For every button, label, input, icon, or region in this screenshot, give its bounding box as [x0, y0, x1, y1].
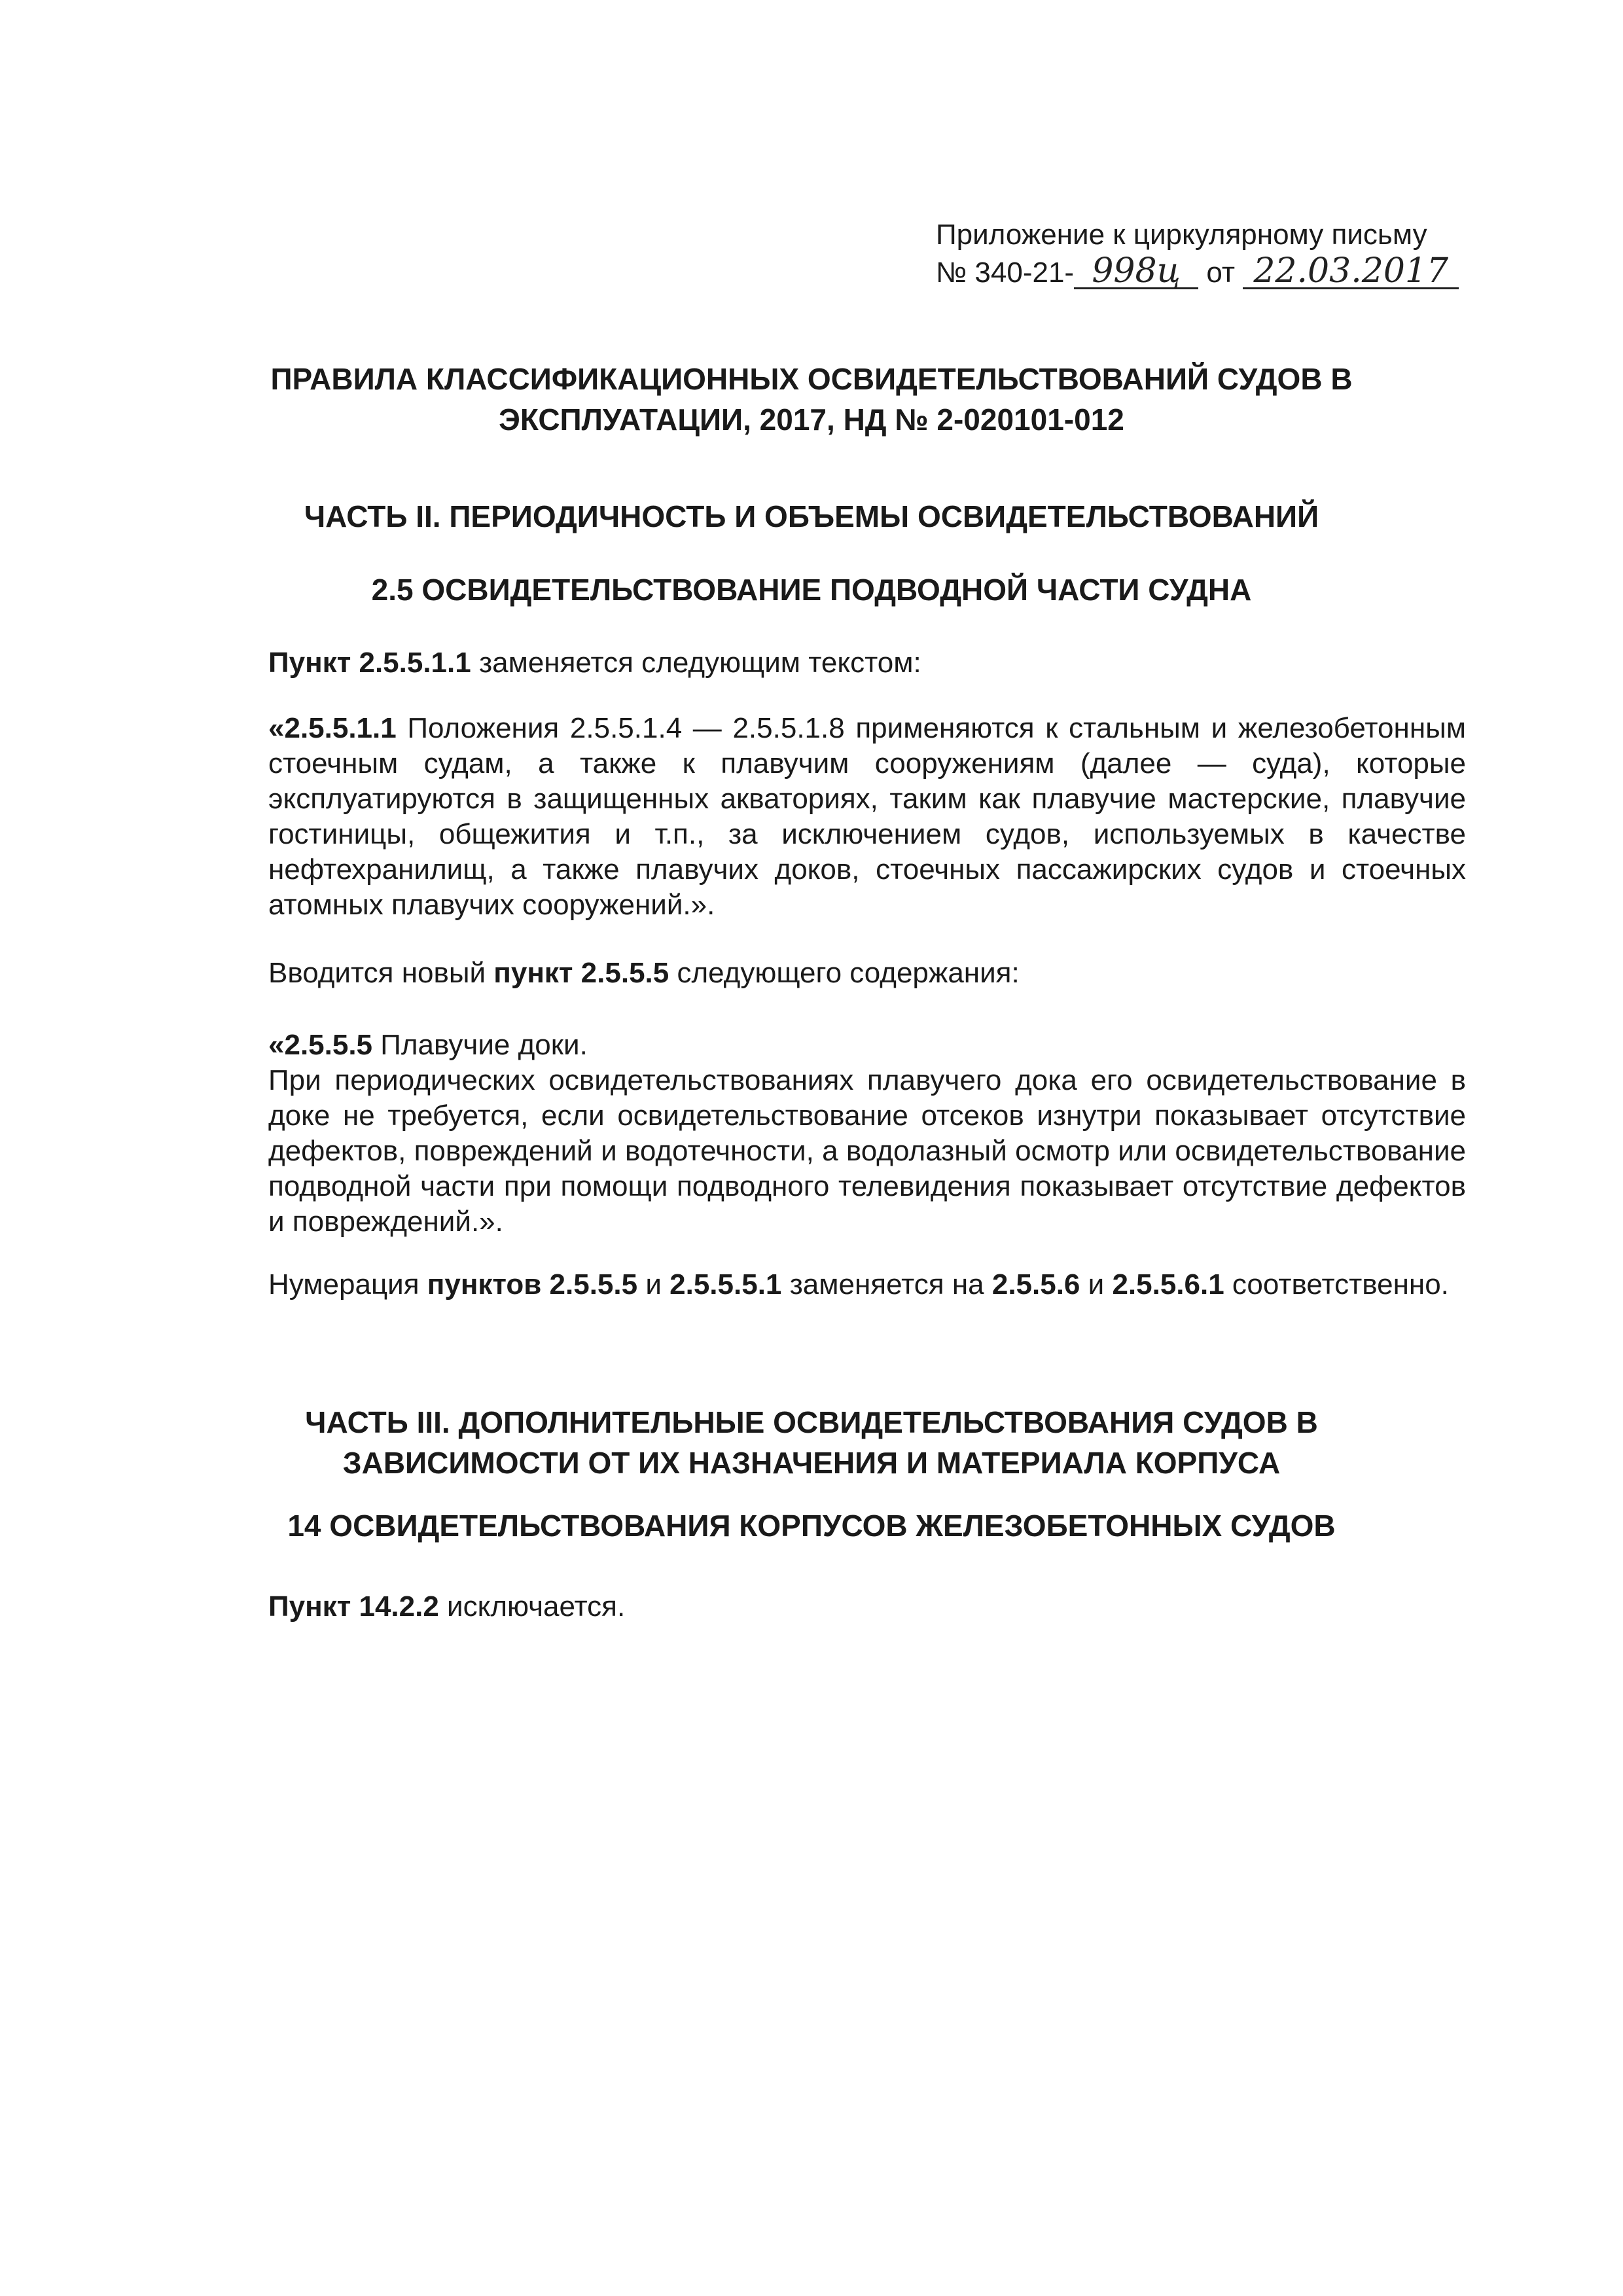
clause-ref: Пункт 14.2.2 [268, 1590, 439, 1623]
handwritten-date: 22.03.2017 [1243, 255, 1459, 289]
clause-ref: 2.5.5.6 [991, 1268, 1080, 1300]
paragraph-text: Положения 2.5.5.1.4 — 2.5.5.1.8 применяются к стальным и железобетонным стоечным судам, а также к плавучим сооружениям (далее — суда), которые эксплуатируются в защищенных акваториях, таким как плавучие мастерские, плавучие гостиницы, общежития и т.п., за исключением судов, используемых в качестве нефтехранилищ, а также плавучих доков, стоечных пассажирских судов и стоечных атомных плавучих сооружений.». [268, 712, 1466, 921]
annex-line-1: Приложение к циркулярному письму [936, 219, 1427, 251]
paragraph-replace-2-5-5-1-1 [268, 645, 1466, 681]
paragraph-renumbering [268, 1267, 1466, 1302]
paragraph-new-2-5-5-5 [268, 956, 1466, 991]
paragraph-text: исключается. [438, 1590, 626, 1623]
part-3-heading [157, 1402, 1466, 1483]
annex-reference [936, 216, 1564, 292]
paragraph-text: следующего содержания: [669, 957, 1020, 989]
letter-number-prefix: № 340-21- [936, 257, 1075, 289]
part-3-heading-line-1: ЧАСТЬ III. ДОПОЛНИТЕЛЬНЫЕ ОСВИДЕТЕЛЬСТВОВАНИЯ СУДОВ В [305, 1405, 1318, 1439]
clause-ref: 2.5.5.5.1 [669, 1268, 782, 1300]
paragraph-text: и [637, 1268, 670, 1300]
from-label: от [1206, 257, 1235, 289]
paragraph-text: Нумерация [268, 1268, 427, 1300]
handwritten-letter-number: 998ц [1074, 255, 1198, 289]
part-2-heading: ЧАСТЬ II. ПЕРИОДИЧНОСТЬ И ОБЪЕМЫ ОСВИДЕТЕЛЬСТВОВАНИЙ [304, 499, 1319, 533]
paragraph-text: и [1080, 1268, 1113, 1300]
paragraph-2-5-5-1-1-text [268, 711, 1466, 923]
clause-ref: «2.5.5.5 [268, 1029, 373, 1061]
section-14-heading: 14 ОСВИДЕТЕЛЬСТВОВАНИЯ КОРПУСОВ ЖЕЛЕЗОБЕТОННЫХ СУДОВ [287, 1509, 1336, 1543]
document-title-line-2: ЭКСПЛУАТАЦИИ, 2017, НД № 2-020101-012 [499, 403, 1124, 437]
section-2-5-heading: 2.5 ОСВИДЕТЕЛЬСТВОВАНИЕ ПОДВОДНОЙ ЧАСТИ СУДНА [371, 573, 1252, 607]
paragraph-text: заменяется на [781, 1268, 992, 1300]
document-title [157, 359, 1466, 440]
paragraph-14-2-2 [268, 1589, 1466, 1624]
clause-ref: 2.5.5.6.1 [1112, 1268, 1224, 1300]
paragraph-2-5-5-5-title [268, 1028, 1466, 1063]
part-3-heading-line-2: ЗАВИСИМОСТИ ОТ ИХ НАЗНАЧЕНИЯ И МАТЕРИАЛА КОРПУСА [342, 1446, 1281, 1480]
paragraph-text: Вводится новый [268, 957, 494, 989]
clause-ref: пунктов 2.5.5.5 [427, 1268, 638, 1300]
annex-line-2 [936, 251, 1564, 292]
paragraph-text: соответственно. [1224, 1268, 1449, 1300]
clause-ref: пункт 2.5.5.5 [493, 957, 669, 989]
document-title-line-1: ПРАВИЛА КЛАССИФИКАЦИОННЫХ ОСВИДЕТЕЛЬСТВОВАНИЙ СУДОВ В [270, 362, 1353, 396]
paragraph-text: Плавучие доки. [372, 1029, 588, 1061]
clause-ref: «2.5.5.1.1 [268, 712, 397, 744]
clause-ref: Пункт 2.5.5.1.1 [268, 647, 471, 679]
paragraph-2-5-5-5-text: При периодических освидетельствованиях плавучего дока его освидетельствование в доке не требуется, если освидетельствование отсеков изнутри показывает отсутствие дефектов, повреждений и водотечности, а водолазный осмотр или освидетельствование подводной части при помощи подводного телевидения показывает отсутствие дефектов и повреждений.». [268, 1064, 1466, 1238]
paragraph-text: заменяется следующим текстом: [471, 647, 921, 679]
